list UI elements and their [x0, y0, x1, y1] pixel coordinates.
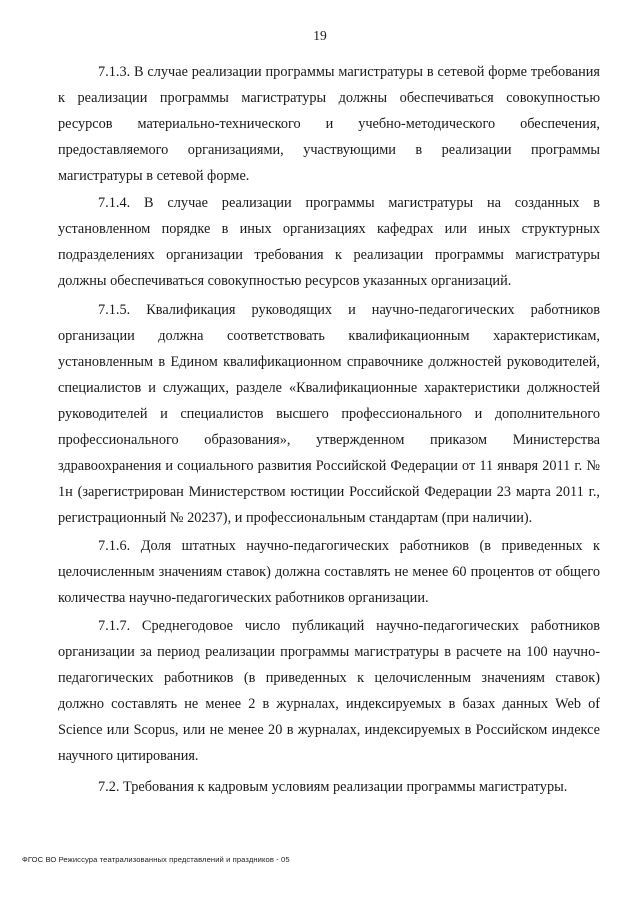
- paragraph-7-1-7: 7.1.7. Среднегодовое число публикаций научно-педагогических работников организации за период реализации программы магистратуры в расчете на 100 научно-педагогических работников (в приведенных к целочисленным значениям ставок) должно составлять не менее 2 в журналах, индексируемых в базах данных Web of Science или Scopus, или не менее 20 в журналах, индексируемых в Российском индексе научного цитирования.: [58, 618, 600, 764]
- paragraph-7-1-3: 7.1.3. В случае реализации программы магистратуры в сетевой форме требования к реализации программы магистратуры должны обеспечиваться совокупностью ресурсов материально-технического и учебно-методического обеспечения, предоставляемого организациями, участвующими в реализации программы магистратуры в сетевой форме.: [58, 64, 600, 184]
- paragraph-7-1-6: 7.1.6. Доля штатных научно-педагогических работников (в приведенных к целочисленным значениям ставок) должна составлять не менее 60 процентов от общего количества научно-педагогических работников организации.: [58, 538, 600, 606]
- paragraph-7-1-4: 7.1.4. В случае реализации программы магистратуры на созданных в установленном порядке в иных организациях кафедрах или иных структурных подразделениях организации требования к реализации программы магистратуры должны обеспечиваться совокупностью ресурсов указанных организаций.: [58, 195, 600, 289]
- document-body: [58, 59, 600, 800]
- page-number: 19: [313, 28, 327, 43]
- paragraph-7-1-5: 7.1.5. Квалификация руководящих и научно-педагогических работников организации должна соответствовать квалификационным характеристикам, установленным в Едином квалификационном справочнике должностей руководителей, специалистов и служащих, разделе «Квалификационные характеристики должностей руководителей и специалистов высшего профессионального и дополнительного профессионального образования», утвержденном приказом Министерства здравоохранения и социального развития Российской Федерации от 11 января 2011 г. № 1н (зарегистрирован Министерством юстиции Российской Федерации 23 марта 2011 г., регистрационный № 20237), и профессиональным стандартам (при наличии).: [58, 302, 600, 526]
- paragraph-7-2: 7.2. Требования к кадровым условиям реализации программы магистратуры.: [98, 779, 568, 795]
- document-footer: ФГОС ВО Режиссура театрализованных представлений и праздников - 05: [22, 855, 290, 864]
